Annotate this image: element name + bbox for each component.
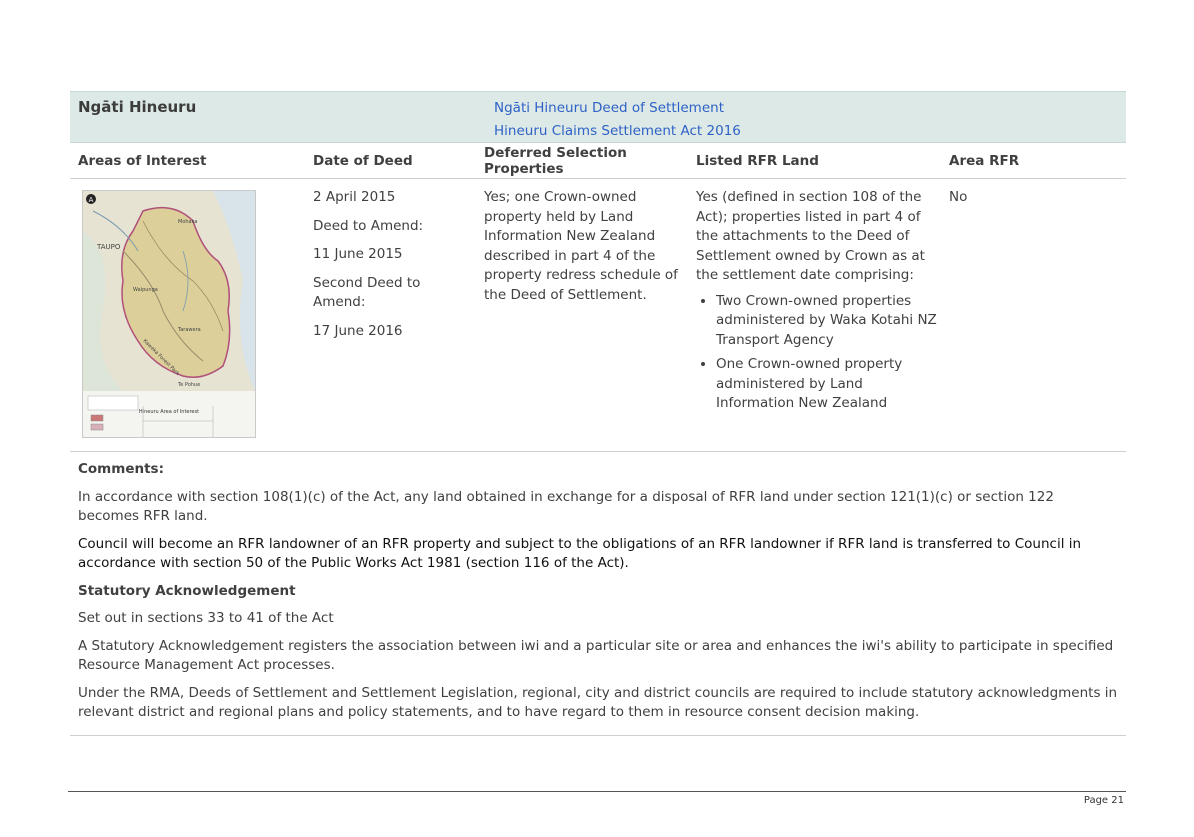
col-area-rfr: Area RFR (949, 152, 1020, 169)
iwi-name: Ngāti Hineuru (78, 98, 197, 116)
map-place-tarawera: Tarawera (178, 327, 201, 333)
page-number: Page 21 (1083, 795, 1124, 806)
footer-divider (68, 791, 1126, 792)
map-place-kaweka: Kaweka Forest Park (141, 338, 181, 377)
map-place-waipunga: Waipunga (133, 287, 158, 293)
col-date-of-deed: Date of Deed (313, 152, 413, 169)
act-link[interactable]: Hineuru Claims Settlement Act 2016 (494, 123, 741, 139)
comment-paragraph: A Statutory Acknowledgement registers the association between iwi and a particular site or area and enhances the iwi's ability to participate in specified Resource Management Act processes. (78, 637, 1114, 673)
map-place-mohaka: Mohaka (178, 219, 198, 225)
map-place-tepohue: Te Pohue (178, 382, 201, 388)
deed-link[interactable]: Ngāti Hineuru Deed of Settlement (494, 100, 724, 116)
comment-paragraph: Set out in sections 33 to 41 of the Act (78, 610, 334, 626)
settlement-table (70, 91, 1126, 731)
area-of-interest-map (82, 190, 256, 438)
rfr-intro: Yes (defined in section 108 of the Act); properties listed in part 4 of the attachments to the Deed of Settlement owned by Crown as at the settlement date comprising: (696, 189, 925, 283)
column-headers (70, 143, 1126, 179)
comments-label: Comments: (78, 461, 164, 477)
area-rfr-cell (941, 179, 1126, 451)
statutory-ack-heading: Statutory Acknowledgement (78, 582, 296, 599)
table-bottom-border (70, 735, 1126, 736)
header-links (486, 92, 749, 142)
comments-section (70, 452, 1126, 723)
rfr-item: • Two Crown-owned properties administered by Waka Kotahi NZ Transport Agency (716, 292, 941, 351)
dates-cell (305, 179, 476, 451)
areas-cell (70, 179, 305, 451)
second-deed-label: Second Deed to Amend: (313, 274, 421, 310)
comment-paragraph: Council will become an RFR landowner of an RFR property and subject to the obligations of an RFR landowner if RFR land is transferred to Council in accordance with section 50 of the Public Works Act 1981 (section 116 of the Act). (78, 535, 1082, 571)
comment-paragraph: In accordance with section 108(1)(c) of the Act, any land obtained in exchange for a disposal of RFR land under section 121(1)(c) or section 122 becomes RFR land. (78, 488, 1054, 524)
area-rfr-value: No (949, 189, 968, 205)
deed-date: 2 April 2015 (313, 189, 396, 205)
rfr-list (696, 292, 941, 414)
table-header-row (70, 91, 1126, 143)
second-deed-date: 17 June 2016 (313, 322, 403, 339)
deed-to-amend-date: 11 June 2015 (313, 246, 403, 262)
rfr-item: • One Crown-owned property administered by Land Information New Zealand (716, 355, 941, 414)
table-row (70, 179, 1126, 452)
deferred-cell (476, 179, 688, 451)
map-place-taupo: TAUPO (97, 243, 121, 251)
deferred-text: Yes; one Crown-owned property held by Land Information New Zealand described in part 4 of the property redress schedule of the Deed of Settlement. (484, 189, 678, 303)
map-legend-title: Hineuru Area of Interest (138, 409, 200, 415)
deed-to-amend-label: Deed to Amend: (313, 217, 424, 234)
svg-text:A: A (88, 196, 94, 204)
col-deferred-selection: Deferred Selection Properties (484, 144, 627, 177)
rfr-cell (688, 179, 941, 451)
col-listed-rfr-land: Listed RFR Land (696, 152, 819, 169)
comment-paragraph: Under the RMA, Deeds of Settlement and Settlement Legislation, regional, city and district councils are required to include statutory acknowledgments in relevant district and regional plans and policy statements, and to have regard to them in resource consent decision making. (78, 684, 1118, 720)
col-areas-of-interest: Areas of Interest (78, 152, 207, 169)
map-image (83, 191, 255, 437)
